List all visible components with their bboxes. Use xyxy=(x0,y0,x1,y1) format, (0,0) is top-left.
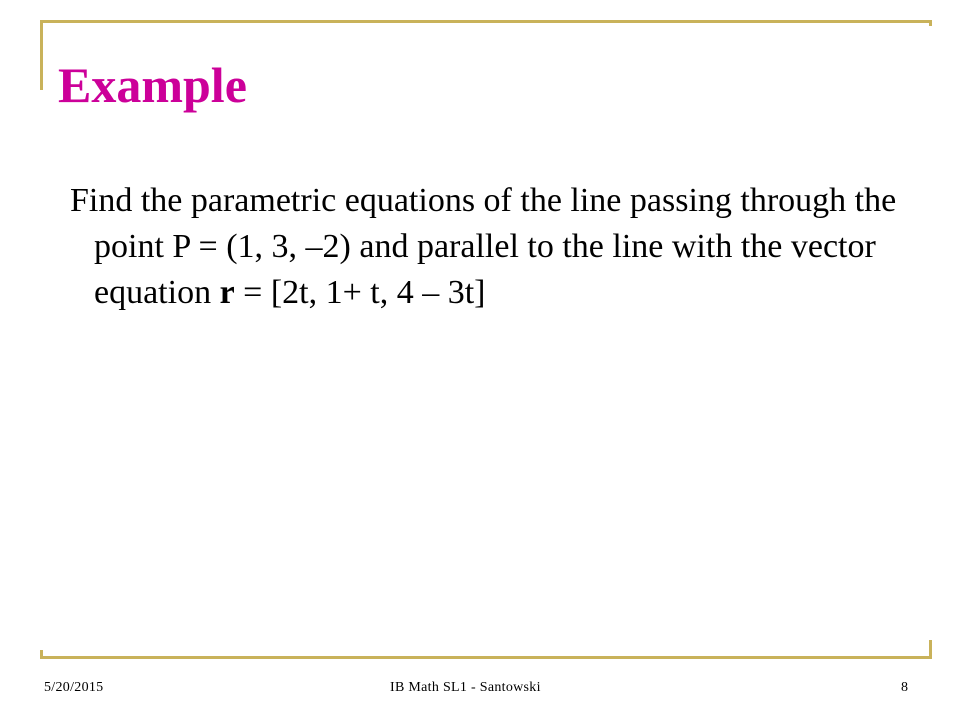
frame-bottom-line xyxy=(40,656,932,659)
body-text-intro: Find the parametric equations of the line passing through the point xyxy=(70,182,897,265)
slide-title: Example xyxy=(58,57,247,113)
frame-left-line xyxy=(40,20,43,90)
frame-bottom-left-tick xyxy=(40,650,43,659)
vector-equation: = [2t, 1+ t, 4 – 3t] xyxy=(234,274,486,311)
footer-page-number: 8 xyxy=(901,680,909,695)
frame-top-line xyxy=(40,20,932,23)
vector-symbol: r xyxy=(219,274,235,311)
frame-bottom-right-line xyxy=(929,640,932,659)
footer-date: 5/20/2015 xyxy=(44,680,104,695)
body-point: P = (1, 3, –2) xyxy=(172,228,351,265)
frame-right-tick xyxy=(929,20,932,26)
slide-body-text xyxy=(70,178,914,316)
footer-title: IB Math SL1 - Santowski xyxy=(390,680,541,695)
body-text-middle: and parallel to the line with the vector equation xyxy=(94,228,876,311)
